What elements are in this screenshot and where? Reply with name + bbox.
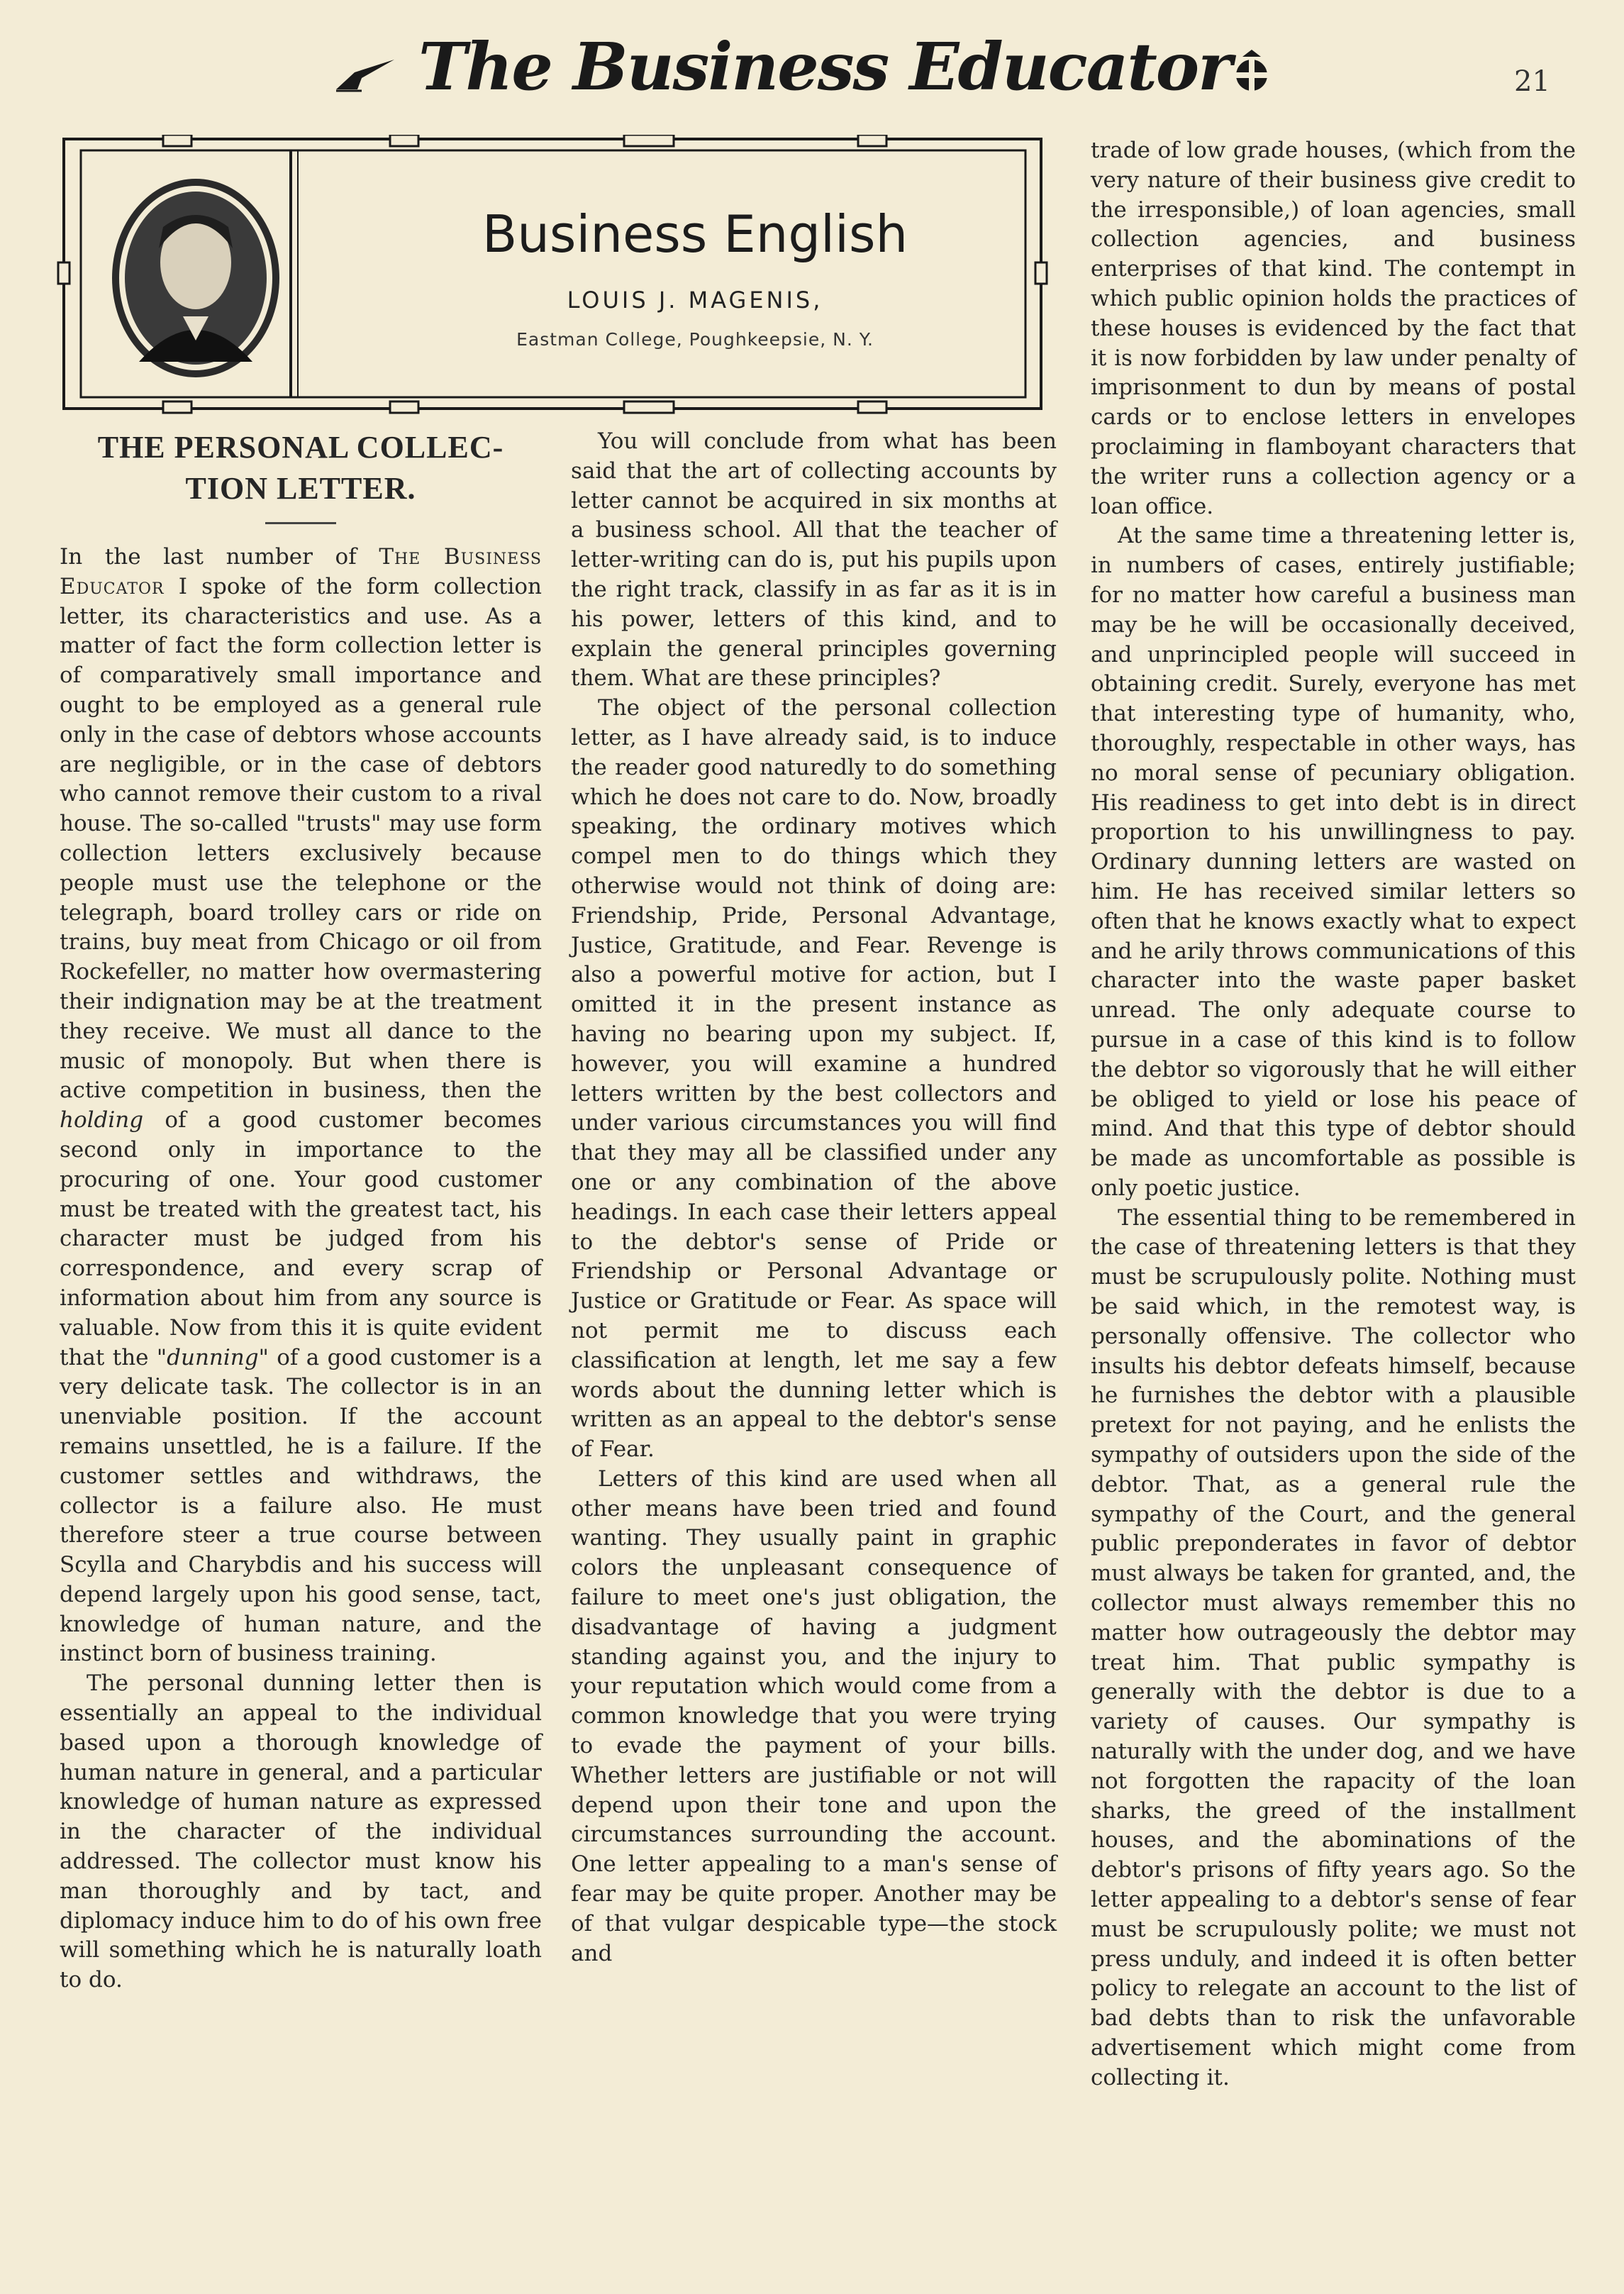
page-number: 21 <box>1514 65 1550 98</box>
emphasis: holding <box>60 1107 144 1134</box>
article-column-2 <box>571 427 1057 1968</box>
text-run: " of a good customer is a very delicate task. The collector is in an unenviable position. If the account remains unsettled, he is a failure. If the customer settles and withdraws, the collector is a failure also. He must therefore steer a true course between Scylla and Charybdis and his success will depend largely upon his good sense, tact, knowledge of human nature, and the instinct born of business training. <box>60 1344 542 1667</box>
emphasis: dunning <box>167 1344 259 1370</box>
author-portrait <box>96 170 330 383</box>
paragraph: At the same time a threatening letter is, in numbers of cases, entirely justifiable; for no matter how careful a business man may be he will be occasionally deceived, and unprincipled people will succeed in obtaining credit. Surely, everyone has met that interesting type of humanity, who, thoroughly, respectable in other ways, has no moral sense of pecuniary obligation. His readiness to get into debt is in direct proportion to his unwillingness to pay. Ordinary dunning letters are wasted on him. He has received similar letters so often that he knows exactly what to expect and he arily throws communications of this character into the waste paper basket unread. The only adequate course to pursue in a case of this kind is to follow the debtor so vigorously that he will either be obliged to yield or lose his peace of mind. And that this type of debtor should be made as uncomfortable as possible is only poetic justice. <box>1091 523 1576 1201</box>
emblem-icon <box>1227 48 1277 98</box>
article-title: THE PERSONAL COLLEC-TION LETTER. <box>97 430 504 506</box>
paragraph: trade of low grade houses, (which from the very nature of their business give credit to the irresponsible,) of loan agencies, small collection agencies, and business enterprises of that kind. The contempt in which public opinion holds the practices of these houses is evidenced by the fact that it is now forbidden by law under penalty of imprisonment to dun by means of postal cards or to enclose letters in envelopes proclaiming in flamboyant characters that the writer runs a collection agency or a loan office. <box>1091 138 1576 519</box>
paragraph: The personal dunning letter then is essentially an appeal to the individual based upon a thorough knowledge of human nature in general, and a particular knowledge of human nature as expressed in the character of the individual addressed. The collector must know his man thoroughly and by tact, and diplomacy induce him to do of his own free will something which he is naturally loath to do. <box>60 1670 542 1993</box>
author-affiliation: Eastman College, Poughkeepsie, N. Y. <box>516 329 874 350</box>
text-run: In the last number of <box>60 544 379 570</box>
paragraph: You will conclude from what has been said that the art of collecting accounts by letter cannot be acquired in six months at a business school. All that the teacher of letter-writing can do is, put his pupils upon the right track, classify in as far as it is in his power, letters of this kind, and to explain the general principles governing them. What are these principles? <box>571 428 1057 692</box>
masthead <box>312 21 1550 113</box>
paragraph: Letters of this kind are used when all other means have been tried and found wanting. They usually paint in graphic colors the unpleasant consequence of failure to meet one's just obligation, the disadvantage of having a judgment standing against you, and the injury to your reputation which would come from a common knowledge that you were trying to evade the payment of your bills. Whether letters are justifiable or not will depend upon their tone and upon the circumstances surrounding the account. One letter appealing to a man's sense of fear may be quite proper. Another may be of that vulgar despicable type—the stock and <box>571 1465 1057 1966</box>
publication-name: The Business Educator <box>60 544 543 599</box>
column-header <box>57 135 1050 415</box>
paragraph: The essential thing to be remembered in the case of threatening letters is that they must be scrupulously polite. Nothing must be said which, in the remotest way, is personally offensive. The collector who insults his debtor defeats himself, because he furnishes the debtor with a plausible pretext for not paying, and he enlists the sympathy of outsiders upon the side of the debtor. That, as a general rule the sympathy of the Court, and the general public preponderates in favor of debtor must always be taken for granted, and, the collector must always remember this no matter how outrageously the debtor may treat him. That public sympathy is generally with the debtor is due to a variety of causes. Our sympathy is naturally with the under dog, and we have not forgotten the rapacity of the loan sharks, the greed of the installment houses, and the abominations of the debtor's prisons of fifty years ago. So the letter appealing to a debtor's sense of fear must be scrupulously polite; we must not press unduly, and indeed it is often better policy to relegate an account to the list of bad debts than to risk the unfavorable advertisement which might come from collecting it. <box>1091 1204 1576 2090</box>
masthead-title: The Business Educator <box>418 28 1231 105</box>
paragraph: The object of the personal collection letter, as I have already said, is to induce the reader good naturedly to do something which he does not care to do. Now, broadly speaking, the ordinary motives which compel men to do things which they otherwise would not think of doing are: Friendship, Pride, Personal Advantage, Justice, Gratitude, and Fear. Revenge is also a powerful motive for action, but I omitted it in the present instance as having no bearing upon my subject. If, however, you will examine a hundred letters written by the best collectors and under various circumstances you will find that they may all be classified under any one or any combination of the above headings. In each case their letters appeal to the debtor's sense of Pride or Friendship or Personal Advantage or Justice or Gratitude or Fear. As space will not permit me to discuss each classification at length, let me say a few words about the dunning letter which is written as an appeal to the debtor's sense of Fear. <box>571 695 1057 1463</box>
author-name: LOUIS J. MAGENIS, <box>567 287 823 314</box>
article-column-1 <box>60 427 542 1995</box>
quill-icon <box>333 57 397 92</box>
article-column-3 <box>1091 136 1576 2093</box>
paragraph <box>60 543 542 1669</box>
text-run: of a good customer becomes second only in importance to the procuring of one. Your good customer must be treated with the greatest tact, his character must be judged from his correspondence, and every scrap of information about him from any source is valuable. Now from this it is quite evident that the " <box>60 1107 542 1370</box>
title-divider <box>265 522 336 524</box>
column-title-block <box>355 163 1035 390</box>
text-run: I spoke of the form collection letter, its characteristics and use. As a matter of fact the form collection letter is of comparatively small importance and ought to be employed as a general rule only in the case of debtors whose accounts are negligible, or in the case of debtors who cannot remove their custom to a rival house. The so-called "trusts" may use form collection letters exclusively because people must use the telephone or the telegraph, board trolley cars or ride on trains, buy meat from Chicago or oil from Rockefeller, no matter how overmastering their indignation may be at the treatment they receive. We must all dance to the music of monopoly. But when there is active competition in business, then the <box>60 573 542 1104</box>
column-title: Business English <box>482 204 908 264</box>
